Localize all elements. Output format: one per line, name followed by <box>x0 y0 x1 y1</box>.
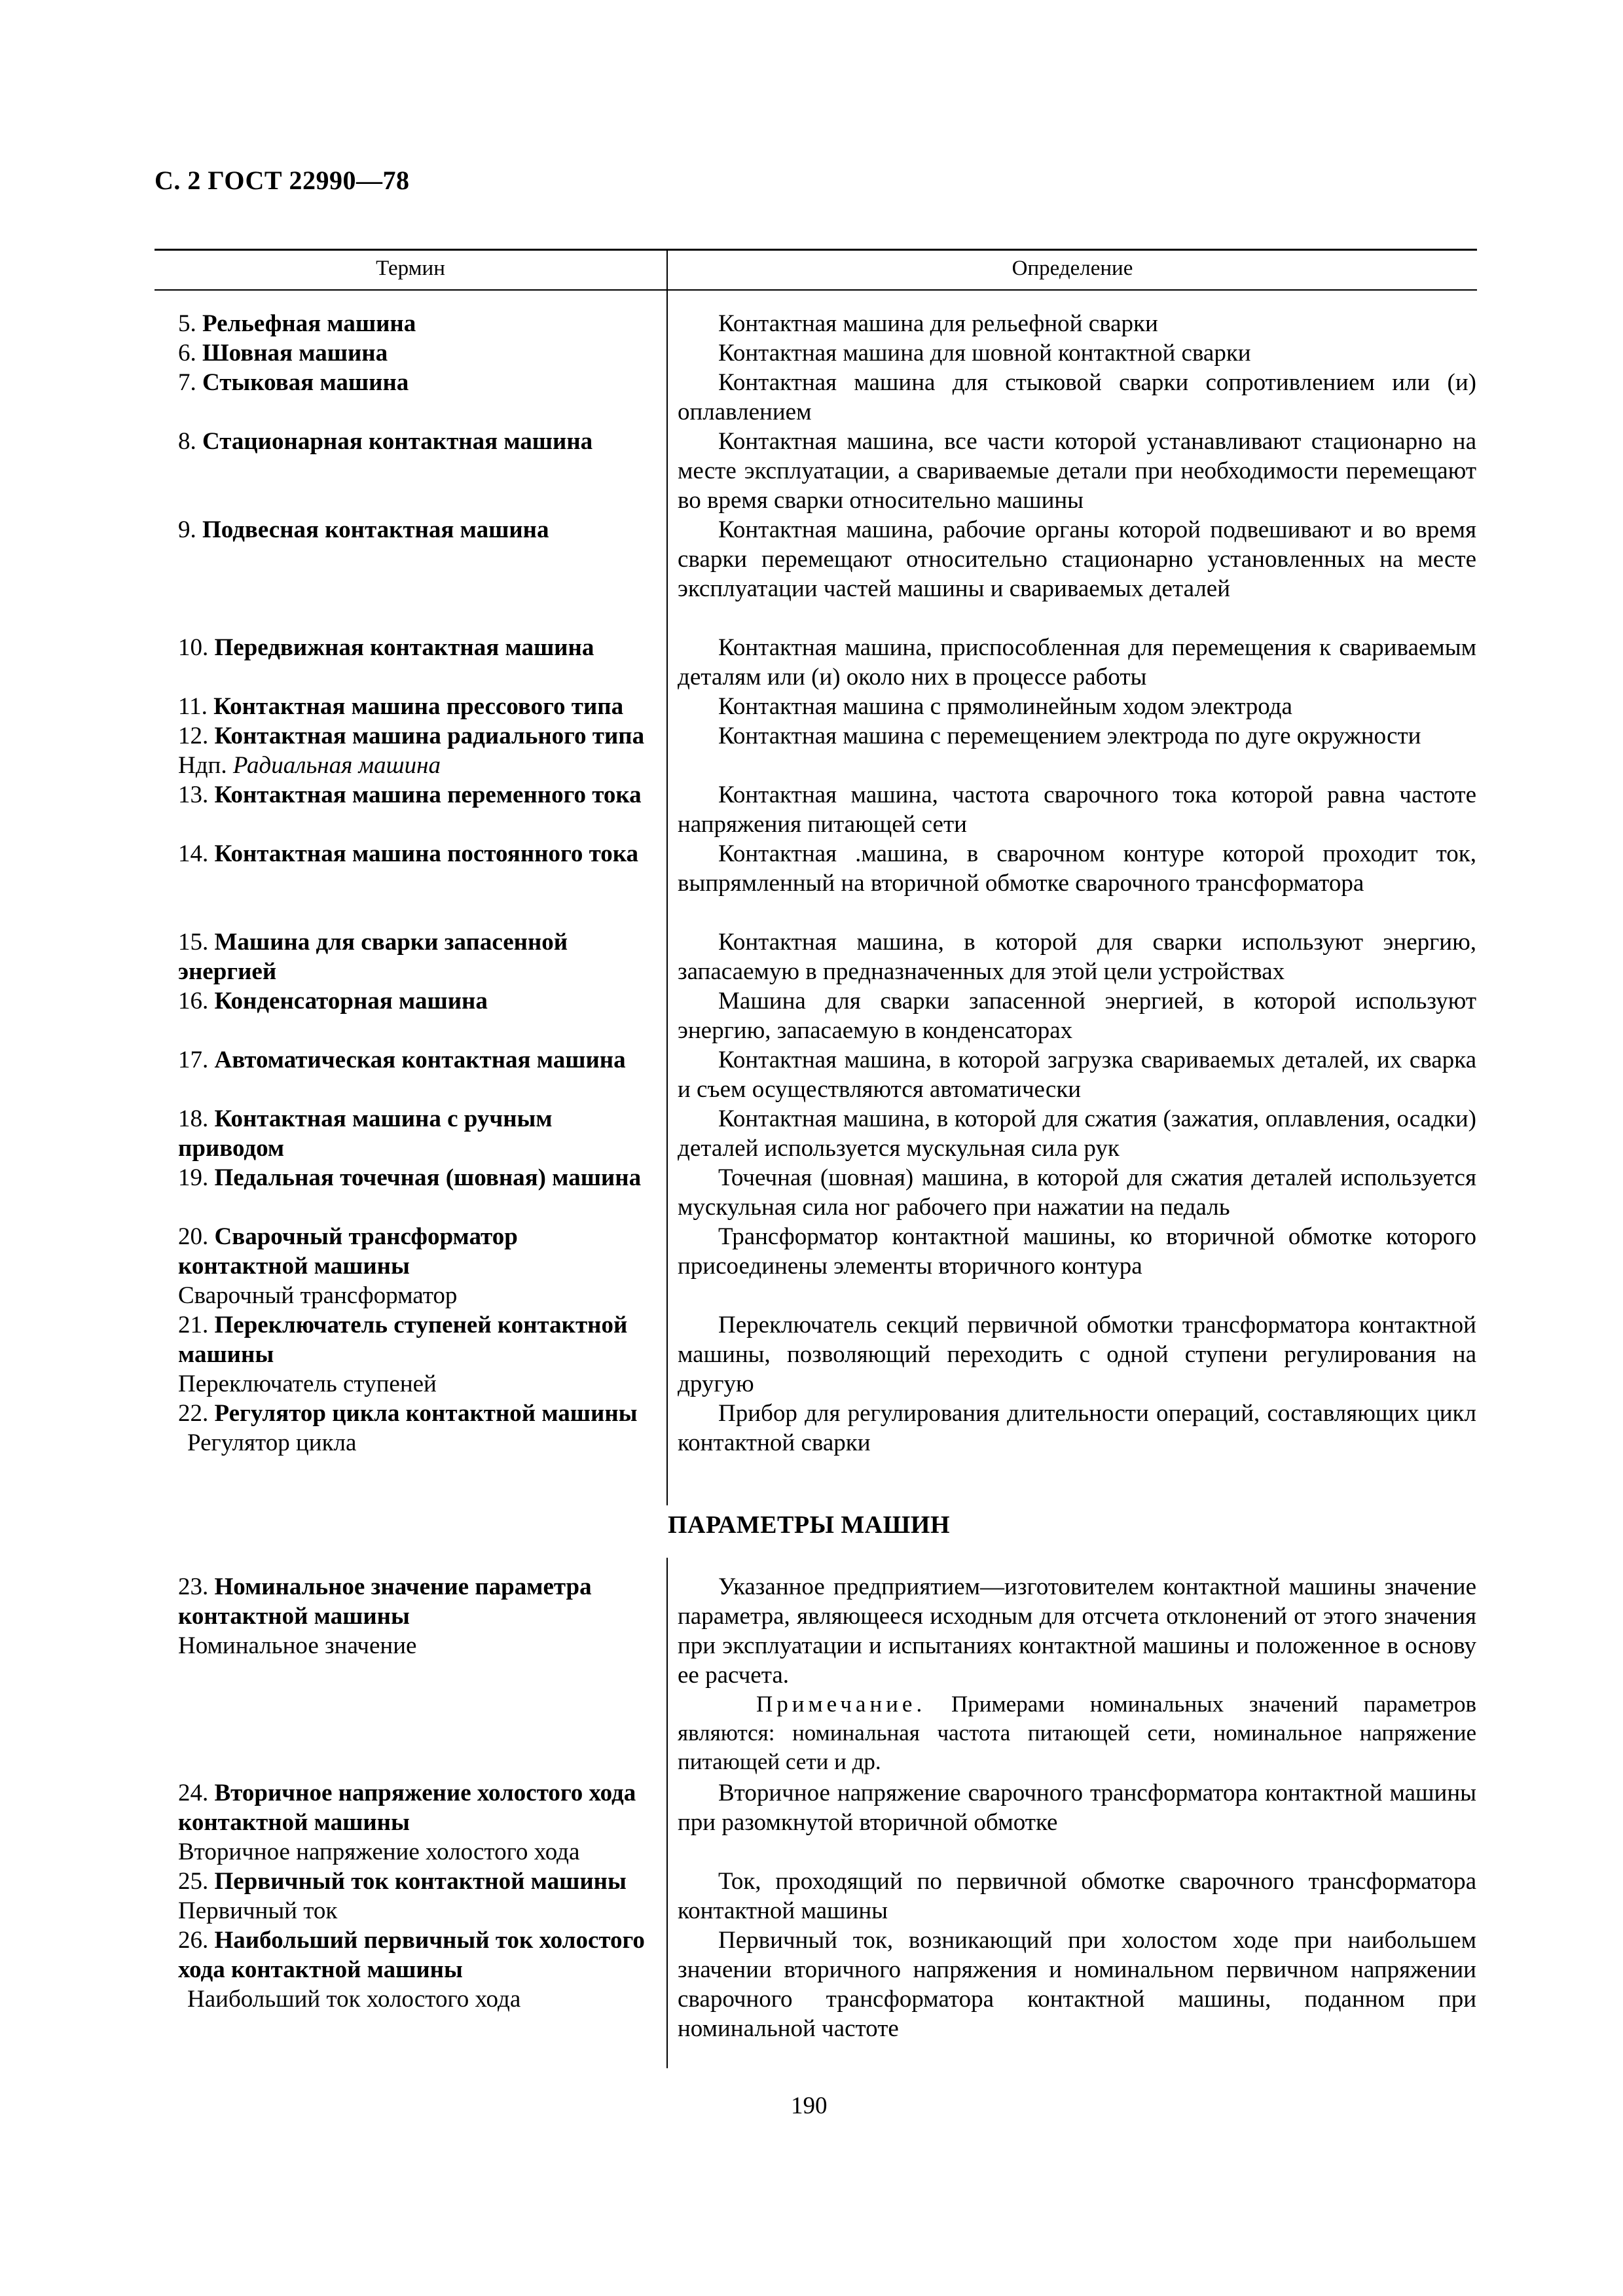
term-cell <box>155 721 652 780</box>
definition-cell <box>678 1399 1476 1458</box>
term-number: 8. <box>178 428 196 455</box>
term-number: 21. <box>178 1312 209 1338</box>
term-number: 17. <box>178 1047 209 1073</box>
column-header-definition: Определение <box>1012 257 1133 280</box>
term-cell <box>155 1310 652 1399</box>
note-label: Примечание. <box>756 1691 926 1717</box>
term-text: Вторичное напряжение холостого хода контактной машины <box>178 1780 636 1836</box>
term-cell <box>155 1778 652 1867</box>
definition-text: Контактная машина для стыковой сварки сопротивлением или (и) оплавлением <box>678 369 1476 425</box>
table-header-rule <box>155 289 1477 291</box>
definition-cell <box>678 986 1476 1045</box>
table-top-rule <box>155 249 1477 251</box>
term-cell <box>155 1222 652 1310</box>
term-synonym: Наибольший ток холостого хода <box>187 1986 521 2013</box>
term-cell <box>155 1572 652 1660</box>
column-header-term: Термин <box>376 257 445 280</box>
term-cell <box>155 1163 652 1193</box>
term-cell <box>155 427 652 456</box>
term-text: Сварочный трансформатор контактной машины <box>178 1223 518 1280</box>
term-cell <box>155 1926 652 2014</box>
synonym-mark: Ндп. <box>178 752 233 779</box>
definition-cell <box>678 1222 1476 1281</box>
definition-text: Контактная машина, в которой для сварки используют энергию, запасаемую в предназначенных для этой цели устройствах <box>678 929 1476 985</box>
term-number: 11. <box>178 693 208 720</box>
term-number: 23. <box>178 1573 209 1600</box>
definition-text: Контактная машина с прямолинейным ходом электрода <box>718 693 1292 720</box>
term-cell <box>155 1399 652 1458</box>
term-cell <box>155 839 652 869</box>
definition-text: Контактная машина, рабочие органы которой подвешивают и во время сварки перемещают относительно стационарно установленных на месте эксплуатации частей машины и свариваемых деталей <box>678 516 1476 602</box>
definition-text: Контактная машина, в которой для сжатия (зажатия, оплавления, осадки) деталей используется мускульная сила рук <box>678 1105 1476 1162</box>
term-text: Конденсаторная машина <box>214 988 488 1014</box>
definition-text: Прибор для регулирования длительности операций, составляющих цикл контактной сварки <box>678 1400 1476 1456</box>
column-divider-bottom <box>666 1558 668 2068</box>
definition-text: Контактная машина, в которой загрузка свариваемых деталей, их сварка и съем осуществляются автоматически <box>678 1047 1476 1103</box>
definition-cell <box>678 1104 1476 1163</box>
term-text: Стыковая машина <box>202 369 409 396</box>
definition-text: Точечная (шовная) машина, в которой для сжатия деталей используется мускульная сила ног рабочего при нажатии на педаль <box>678 1164 1476 1221</box>
definition-cell <box>678 1926 1476 2043</box>
term-text: Регулятор цикла контактной машины <box>214 1400 638 1427</box>
definition-cell <box>678 839 1476 898</box>
definition-cell <box>678 780 1476 839</box>
term-number: 20. <box>178 1223 209 1250</box>
definition-text: Ток, проходящий по первичной обмотке сварочного трансформатора контактной машины <box>678 1868 1476 1924</box>
term-number: 18. <box>178 1105 209 1132</box>
term-text: Наибольший первичный ток холостого хода контактной машины <box>178 1927 645 1983</box>
term-cell <box>155 368 652 397</box>
page-header: С. 2 ГОСТ 22990—78 <box>155 166 410 195</box>
definition-cell <box>678 927 1476 986</box>
deprecated-synonym: Радиальная машина <box>232 752 441 779</box>
definition-text: Машина для сварки запасенной энергией, в которой используют энергию, запасаемую в конденсаторах <box>678 988 1476 1044</box>
definition-cell <box>678 427 1476 515</box>
term-number: 15. <box>178 929 209 956</box>
term-text: Контактная машина с ручным приводом <box>178 1105 553 1162</box>
term-number: 12. <box>178 723 209 749</box>
definition-text: Контактная машина для рельефной сварки <box>718 310 1158 337</box>
note-text: Примерами номинальных значений параметров являются: номинальная частота питающей сети, номинальное напряжение питающей сети и др. <box>678 1691 1476 1774</box>
definition-text: Трансформатор контактной машины, ко вторичной обмотке которого присоединены элементы вторичного контура <box>678 1223 1476 1280</box>
term-synonym: Первичный ток <box>178 1897 338 1924</box>
term-text: Контактная машина переменного тока <box>214 781 642 808</box>
term-cell <box>155 633 652 662</box>
term-number: 16. <box>178 988 209 1014</box>
term-number: 24. <box>178 1780 209 1806</box>
definition-cell <box>678 1163 1476 1222</box>
term-text: Контактная машина постоянного тока <box>214 840 639 867</box>
definition-text: Контактная машина с перемещением электрода по дуге окружности <box>718 723 1421 749</box>
definition-text: Переключатель секций первичной обмотки трансформатора контактной машины, позволяющий переходить с одной ступени регулирования на другую <box>678 1312 1476 1397</box>
definition-text: Указанное предприятием—изготовителем контактной машины значение параметра, являющееся исходным для отсчета отклонений от этого значения при эксплуатации и испытаниях контактной машины и положенное в основу ее расчета. <box>678 1573 1476 1689</box>
term-number: 5. <box>178 310 196 337</box>
definition-cell <box>678 368 1476 427</box>
term-synonym <box>178 751 652 780</box>
term-synonym: Номинальное значение <box>178 1632 417 1659</box>
term-cell <box>155 338 652 368</box>
definition-cell <box>678 1572 1476 1776</box>
term-cell <box>155 1104 652 1163</box>
definition-cell <box>678 721 1476 751</box>
term-number: 19. <box>178 1164 209 1191</box>
definition-cell <box>678 1310 1476 1399</box>
term-text: Автоматическая контактная машина <box>214 1047 626 1073</box>
term-number: 7. <box>178 369 196 396</box>
definition-text: Вторичное напряжение сварочного трансформатора контактной машины при разомкнутой вторичной обмотке <box>678 1780 1476 1836</box>
term-number: 25. <box>178 1868 209 1895</box>
definition-text: Контактная машина, все части которой устанавливают стационарно на месте эксплуатации, а свариваемые детали при необходимости перемещают во время сварки относительно машины <box>678 428 1476 514</box>
definition-cell <box>678 1867 1476 1926</box>
term-text: Педальная точечная (шовная) машина <box>214 1164 642 1191</box>
term-text: Переключатель ступеней контактной машины <box>178 1312 628 1368</box>
term-cell <box>155 1867 652 1926</box>
term-text: Шовная машина <box>202 340 388 367</box>
term-synonym: Переключатель ступеней <box>178 1371 437 1397</box>
definition-cell <box>678 515 1476 603</box>
term-text: Контактная машина прессового типа <box>213 693 624 720</box>
term-text: Первичный ток контактной машины <box>214 1868 627 1895</box>
definition-note <box>678 1690 1476 1776</box>
column-divider-top <box>666 249 668 1505</box>
term-number: 9. <box>178 516 196 543</box>
page-number: 190 <box>791 2092 828 2119</box>
term-number: 10. <box>178 634 209 661</box>
term-text: Номинальное значение параметра контактной машины <box>178 1573 592 1630</box>
term-number: 22. <box>178 1400 209 1427</box>
term-synonym: Регулятор цикла <box>187 1429 357 1456</box>
definition-text: Контактная .машина, в сварочном контуре которой проходит ток, выпрямленный на вторичной обмотке сварочного трансформатора <box>678 840 1476 897</box>
section-title: ПАРАМЕТРЫ МАШИН <box>668 1511 951 1539</box>
definition-cell <box>678 309 1476 338</box>
term-text: Передвижная контактная машина <box>214 634 594 661</box>
term-cell <box>155 927 652 986</box>
term-cell <box>155 986 652 1016</box>
term-number: 13. <box>178 781 209 808</box>
term-text: Рельефная машина <box>202 310 416 337</box>
term-text: Стационарная контактная машина <box>202 428 593 455</box>
term-cell <box>155 780 652 810</box>
term-synonym: Вторичное напряжение холостого хода <box>178 1839 580 1865</box>
term-text: Контактная машина радиального типа <box>214 723 645 749</box>
term-cell <box>155 1045 652 1075</box>
term-text: Машина для сварки запасенной энергией <box>178 929 568 985</box>
definition-cell <box>678 633 1476 692</box>
term-cell <box>155 515 652 545</box>
term-text: Подвесная контактная машина <box>202 516 549 543</box>
term-cell <box>155 692 652 721</box>
definition-text: Контактная машина, частота сварочного тока которой равна частоте напряжения питающей сети <box>678 781 1476 838</box>
definition-cell <box>678 692 1476 721</box>
definition-cell <box>678 1778 1476 1837</box>
definition-text: Контактная машина для шовной контактной сварки <box>718 340 1251 367</box>
definition-cell <box>678 1045 1476 1104</box>
definition-cell <box>678 338 1476 368</box>
definition-text: Первичный ток, возникающий при холостом ходе при наибольшем значении вторичного напряжения и номинальном первичном напряжении сварочного трансформатора контактной машины, поданном при номинальной частоте <box>678 1927 1476 2042</box>
term-cell <box>155 309 652 338</box>
term-synonym: Сварочный трансформатор <box>178 1282 458 1309</box>
term-number: 6. <box>178 340 196 367</box>
term-number: 26. <box>178 1927 209 1954</box>
definition-text: Контактная машина, приспособленная для перемещения к свариваемым деталям или (и) около них в процессе работы <box>678 634 1476 691</box>
term-number: 14. <box>178 840 209 867</box>
